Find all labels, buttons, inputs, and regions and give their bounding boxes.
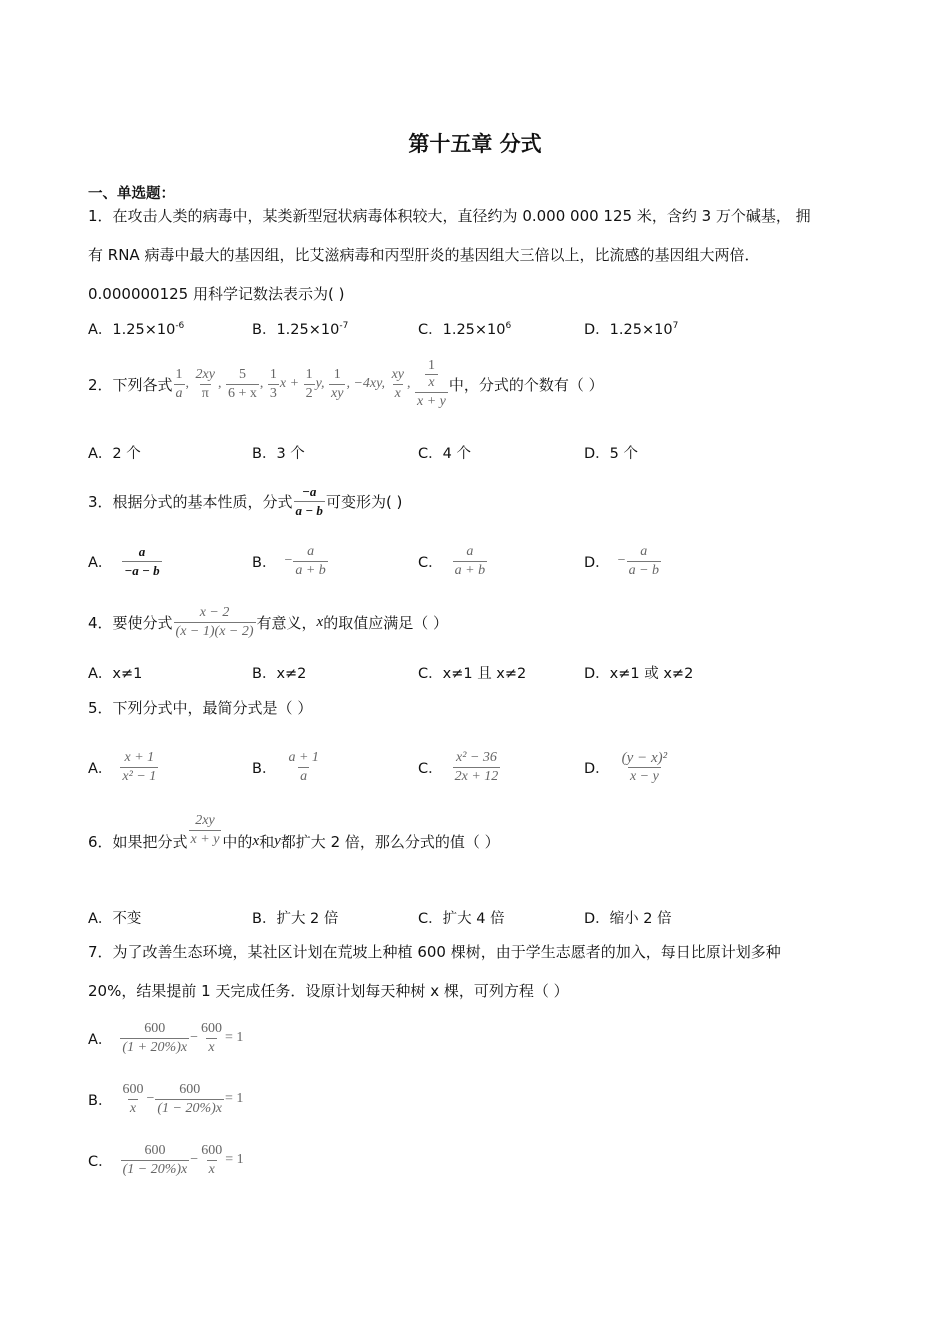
- q3-fraction: $\frac{-a}{a - b}$: [295, 483, 323, 518]
- section-heading: 一、单选题：: [88, 186, 175, 202]
- q3-option-d[interactable]: D． − $\frac{a}{a - b}$: [584, 543, 660, 578]
- q5-option-b[interactable]: B． $\frac{a + 1}{a}$: [252, 749, 319, 784]
- q1-option-d[interactable]: D．$1.25\times 10^7$: [584, 321, 679, 338]
- q4-option-d[interactable]: D．x≠1 或 x≠2: [584, 666, 694, 682]
- q5-option-c[interactable]: C． $\frac{\text{x² − 36}}{2x + 12}$: [418, 749, 499, 784]
- page-title: 第十五章 分式: [408, 132, 542, 156]
- q1-line-1: 1．在攻击人类的病毒中，某类新型冠状病毒体积较大，直径约为 0.000 000 125 米，含约 3 万个碱基， 拥: [88, 207, 811, 225]
- q3-option-b[interactable]: B． − $\frac{a}{a + b}$: [252, 543, 326, 578]
- q7-option-c[interactable]: C． $\frac{600}{(1 - 20\%)x}$ − $\frac{600}{x}$ = 1: [88, 1142, 244, 1177]
- q5-option-d[interactable]: D． $\frac{\text{(y − x)²}}{x - y}$: [584, 749, 668, 784]
- q4-option-a[interactable]: A．x≠1: [88, 666, 143, 682]
- q6-stem: 6．如果把分式 $\frac{2xy}{x + y}$ 中的 x 和 y 都扩大 2 倍，那么分式的值（ ）: [88, 812, 500, 851]
- q7-line-1: 7．为了改善生态环境，某社区计划在荒坡上种植 600 棵树，由于学生志愿者的加入，每日比原计划多种: [88, 943, 781, 961]
- q7-option-b[interactable]: B． $\frac{600}{x}$ − $\frac{600}{(1 - 20\%)x}$ = 1: [88, 1081, 244, 1116]
- q1-option-b[interactable]: B．$1.25\times 10^{-7}$: [252, 321, 349, 338]
- q2-stem: 2．下列各式 $\frac{1}{a}$ , $\frac{2xy}{\pi}$ , $\frac{5}{6 + x}$ , $\frac{1}{3}$ x + $\frac{1}{2}$ y, $\frac{1}{xy}$ , −4xy, $\frac{xy}{x}$ , 1 x x + y 中，分式的个数有（ ）: [88, 358, 604, 409]
- q3-option-a[interactable]: A． $\frac{a}{-a - b}$: [88, 543, 160, 578]
- q6-option-b[interactable]: B．扩大 2 倍: [252, 911, 339, 927]
- q2-option-b[interactable]: B．3 个: [252, 446, 305, 462]
- q6-option-c[interactable]: C．扩大 4 倍: [418, 911, 505, 927]
- q1-option-a[interactable]: A．$1.25\times 10^{-6}$: [88, 321, 185, 338]
- q5-stem: 5．下列分式中，最简分式是（ ）: [88, 699, 313, 717]
- q2-option-a[interactable]: A．2 个: [88, 446, 141, 462]
- q4-fraction: $\frac{x - 2}{(x - 1)(x - 2)}$: [175, 604, 254, 639]
- q5-option-a[interactable]: A． $\frac{x + 1}{\text{x² − 1}}$: [88, 749, 157, 784]
- q2-option-d[interactable]: D．5 个: [584, 446, 638, 462]
- q2-expression-list: $\frac{1}{a}$ , $\frac{2xy}{\pi}$ , $\frac{5}{6 + x}$ , $\frac{1}{3}$ x + $\frac{1}{2}$ y, $\frac{1}{xy}$ , −4xy, $\frac{xy}{x}$ , 1 x x + y: [175, 358, 446, 409]
- q4-option-c[interactable]: C．x≠1 且 x≠2: [418, 666, 527, 682]
- q1-option-c[interactable]: C．$1.25\times 10^6$: [418, 321, 512, 338]
- q6-option-a[interactable]: A．不变: [88, 911, 142, 927]
- q6-option-d[interactable]: D．缩小 2 倍: [584, 911, 672, 927]
- q7-line-2: 20%，结果提前 1 天完成任务．设原计划每天种树 x 棵，可列方程（ ）: [88, 982, 569, 1000]
- q3-option-c[interactable]: C． $\frac{a}{a + b}$: [418, 543, 486, 578]
- q2-option-c[interactable]: C．4 个: [418, 446, 471, 462]
- q1-line-2: 有 RNA 病毒中最大的基因组，比艾滋病毒和丙型肝炎的基因组大三倍以上，比流感的基因组大两倍．: [88, 246, 760, 264]
- q4-option-b[interactable]: B．x≠2: [252, 666, 307, 682]
- q1-line-3: 0.000000125 用科学记数法表示为( ): [88, 285, 345, 303]
- q6-fraction: $\frac{2xy}{x + y}$: [190, 812, 220, 847]
- q7-option-a[interactable]: A． $\frac{600}{(1 + 20\%)x}$ − $\frac{600}{x}$ = 1: [88, 1020, 244, 1055]
- q4-stem: 4．要使分式 $\frac{x - 2}{(x - 1)(x - 2)}$ 有意义， x 的取值应满足（ ）: [88, 604, 448, 639]
- q3-stem: 3．根据分式的基本性质，分式 $\frac{-a}{a - b}$ 可变形为( ): [88, 483, 403, 518]
